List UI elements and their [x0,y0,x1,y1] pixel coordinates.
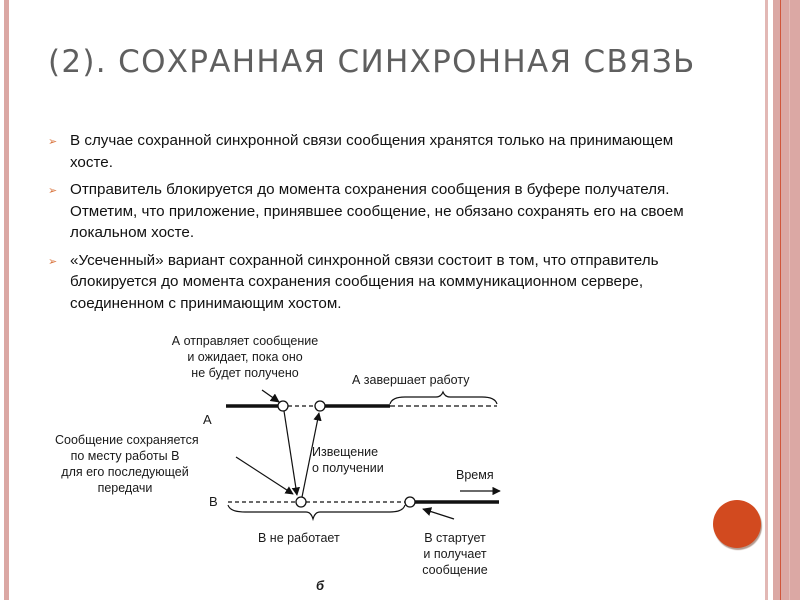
annotation-a-sends [140,333,350,381]
arrowhead-bullet-icon: ➢ [48,185,58,197]
annotation-ack [312,444,392,476]
arrowhead-bullet-icon: ➢ [48,255,58,268]
process-a-label: A [203,412,212,427]
annotation-line: А отправляет сообщение [171,334,319,348]
annotation-line: не будет получено [191,366,299,380]
annotation-b-starts [410,530,500,578]
annotation-line: и получает [423,547,487,561]
annotation-line: Извещение [312,445,379,459]
time-axis-label: Время [456,468,494,482]
annotation-line: сообщение [422,563,488,577]
annotation-message-stored [55,432,199,496]
annotation-line: В стартует [424,531,486,545]
process-b-label: B [209,494,218,509]
annotation-line: Сообщение сохраняется [55,433,199,447]
annotation-line: передачи [97,481,153,495]
slide-title: (2). СОХРАННАЯ СИНХРОННАЯ СВЯЗЬ [48,44,696,80]
diagram-caption: б [316,578,325,593]
annotation-a-finishes: А завершает работу [352,373,470,387]
annotation-line: по месту работы В [70,449,180,463]
annotation-line: о получении [312,461,384,475]
annotation-b-not-running: В не работает [258,531,340,545]
arrowhead-bullet-icon: ➢ [48,136,58,148]
bullet-text: Отправитель блокируется до момента сохранения сообщения в буфере получателя. Отметим, что приложение, принявшее сообщение, не обязано сохранять его на своем локальном хосте. [70,181,684,241]
decorative-accent-circle [713,500,761,548]
annotation-line: и ожидает, пока оно [187,350,303,364]
bullet-text: «Усеченный» вариант сохранной синхронной связи состоит в том, что отправитель блокируется до момента сохранения сообщения на коммуникационном сервере, соединенном с принимающим хостом. [70,251,659,312]
annotation-line: для его последующей [61,465,189,479]
bullet-text: В случае сохранной синхронной связи сообщения хранятся только на принимающем хосте. [70,132,674,171]
